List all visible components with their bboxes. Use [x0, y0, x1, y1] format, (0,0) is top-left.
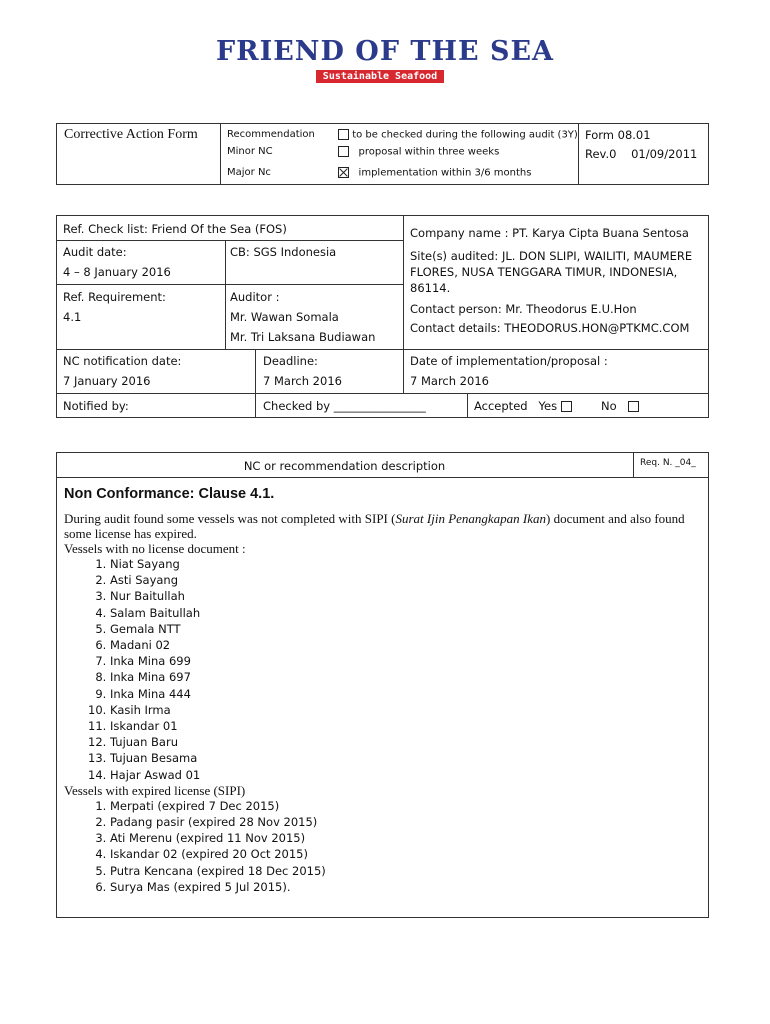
vessel-item: 1. Niat Sayang: [110, 556, 694, 572]
ref-checklist: Ref. Check list: Friend Of the Sea (FOS): [63, 222, 287, 236]
revision-date: 01/09/2011: [631, 147, 698, 161]
audit-date-label: Audit date:: [63, 245, 127, 259]
vessel-item: 9. Inka Mina 444: [110, 686, 694, 702]
checked-by: Checked by ________________: [263, 399, 426, 413]
no-license-label: Vessels with no license document :: [64, 541, 246, 556]
expired-label: Vessels with expired license (SIPI): [64, 782, 246, 798]
vessel-item: 2. Asti Sayang: [110, 572, 694, 588]
type-major: Major Nc: [227, 167, 271, 178]
type-minor: Minor NC: [227, 146, 273, 157]
yes-checkbox[interactable]: [561, 401, 572, 412]
option-checkbox[interactable]: [338, 146, 349, 157]
option-label: proposal within three weeks: [358, 146, 500, 158]
intro-text: During audit found some vessels was not completed with SIPI (: [64, 511, 396, 526]
nc-body: [64, 511, 694, 895]
audit-date: 4 – 8 January 2016: [63, 265, 171, 279]
logo-subtitle: Sustainable Seafood: [316, 70, 444, 83]
company-label: Company name :: [410, 226, 509, 240]
site-line: Site(s) audited: JL. DON SLIPI, WAILITI, MAUMERE: [410, 249, 693, 263]
vessel-item: 5. Gemala NTT: [110, 621, 694, 637]
notified-by: Notified by:: [63, 399, 129, 413]
site-line: FLORES, NUSA TENGGARA TIMUR, INDONESIA,: [410, 265, 678, 279]
site-line: 86114.: [410, 281, 451, 295]
form-number: Form 08.01: [585, 128, 651, 142]
implementation-date: 7 March 2016: [410, 374, 489, 388]
no-license-list: [64, 556, 694, 783]
deadline-label: Deadline:: [263, 354, 318, 368]
vessel-item: 13. Tujuan Besama: [110, 750, 694, 766]
type-recommendation: Recommendation: [227, 129, 315, 140]
option-label: to be checked during the following audit (3Y): [352, 129, 578, 141]
vessel-item: 12. Tujuan Baru: [110, 734, 694, 750]
vessel-item: 7. Inka Mina 699: [110, 653, 694, 669]
intro-italic: Surat Ijin Penangkapan Ikan: [395, 511, 547, 526]
nc-title: Non Conformance: Clause 4.1.: [64, 486, 275, 502]
form-title: Corrective Action Form: [64, 127, 198, 142]
vessel-item: 6. Surya Mas (expired 5 Jul 2015).: [110, 879, 694, 895]
option-label: implementation within 3/6 months: [358, 167, 532, 179]
nc-notification-label: NC notification date:: [63, 354, 182, 368]
company-name: PT. Karya Cipta Buana Sentosa: [512, 226, 689, 240]
option-checkbox-checked[interactable]: [338, 167, 349, 178]
implementation-label: Date of implementation/proposal :: [410, 354, 608, 368]
vessel-item: 4. Iskandar 02 (expired 20 Oct 2015): [110, 846, 694, 862]
auditor-name: Mr. Wawan Somala: [230, 310, 339, 324]
vessel-item: 4. Salam Baitullah: [110, 605, 694, 621]
yes-label: Yes: [538, 399, 558, 413]
vessel-item: 1. Merpati (expired 7 Dec 2015): [110, 798, 694, 814]
vessel-item: 8. Inka Mina 697: [110, 669, 694, 685]
vessel-item: 11. Iskandar 01: [110, 718, 694, 734]
vessel-item: 14. Hajar Aswad 01: [110, 767, 694, 783]
ref-requirement: 4.1: [63, 310, 82, 324]
contact-person: Contact person: Mr. Theodorus E.U.Hon: [410, 302, 637, 316]
contact-details: Contact details: THEODORUS.HON@PTKMC.COM: [410, 321, 690, 335]
nc-notification-date: 7 January 2016: [63, 374, 151, 388]
vessel-item: 3. Nur Baitullah: [110, 588, 694, 604]
intro-text: ) document and also found some license has expired.: [64, 511, 685, 541]
vessel-item: 6. Madani 02: [110, 637, 694, 653]
description-header: NC or recommendation description: [243, 459, 446, 473]
auditor-label: Auditor :: [230, 290, 280, 304]
req-number: Req. N. _04_: [640, 458, 696, 468]
vessel-item: 10. Kasih Irma: [110, 702, 694, 718]
vessel-item: 5. Putra Kencana (expired 18 Dec 2015): [110, 863, 694, 879]
auditor-name: Mr. Tri Laksana Budiawan: [230, 330, 376, 344]
ref-requirement-label: Ref. Requirement:: [63, 290, 166, 304]
cb-name: CB: SGS Indonesia: [230, 245, 337, 259]
revision: Rev.0: [585, 147, 617, 161]
accepted-label: Accepted: [474, 399, 528, 413]
option-checkbox[interactable]: [338, 129, 349, 140]
logo-title: FRIEND OF THE SEA: [215, 36, 554, 67]
vessel-item: 2. Padang pasir (expired 28 Nov 2015): [110, 814, 694, 830]
no-label: No: [601, 399, 617, 413]
info-table: [56, 215, 709, 418]
expired-list: [64, 798, 694, 895]
vessel-item: 3. Ati Merenu (expired 11 Nov 2015): [110, 830, 694, 846]
deadline-date: 7 March 2016: [263, 374, 342, 388]
no-checkbox[interactable]: [628, 401, 639, 412]
